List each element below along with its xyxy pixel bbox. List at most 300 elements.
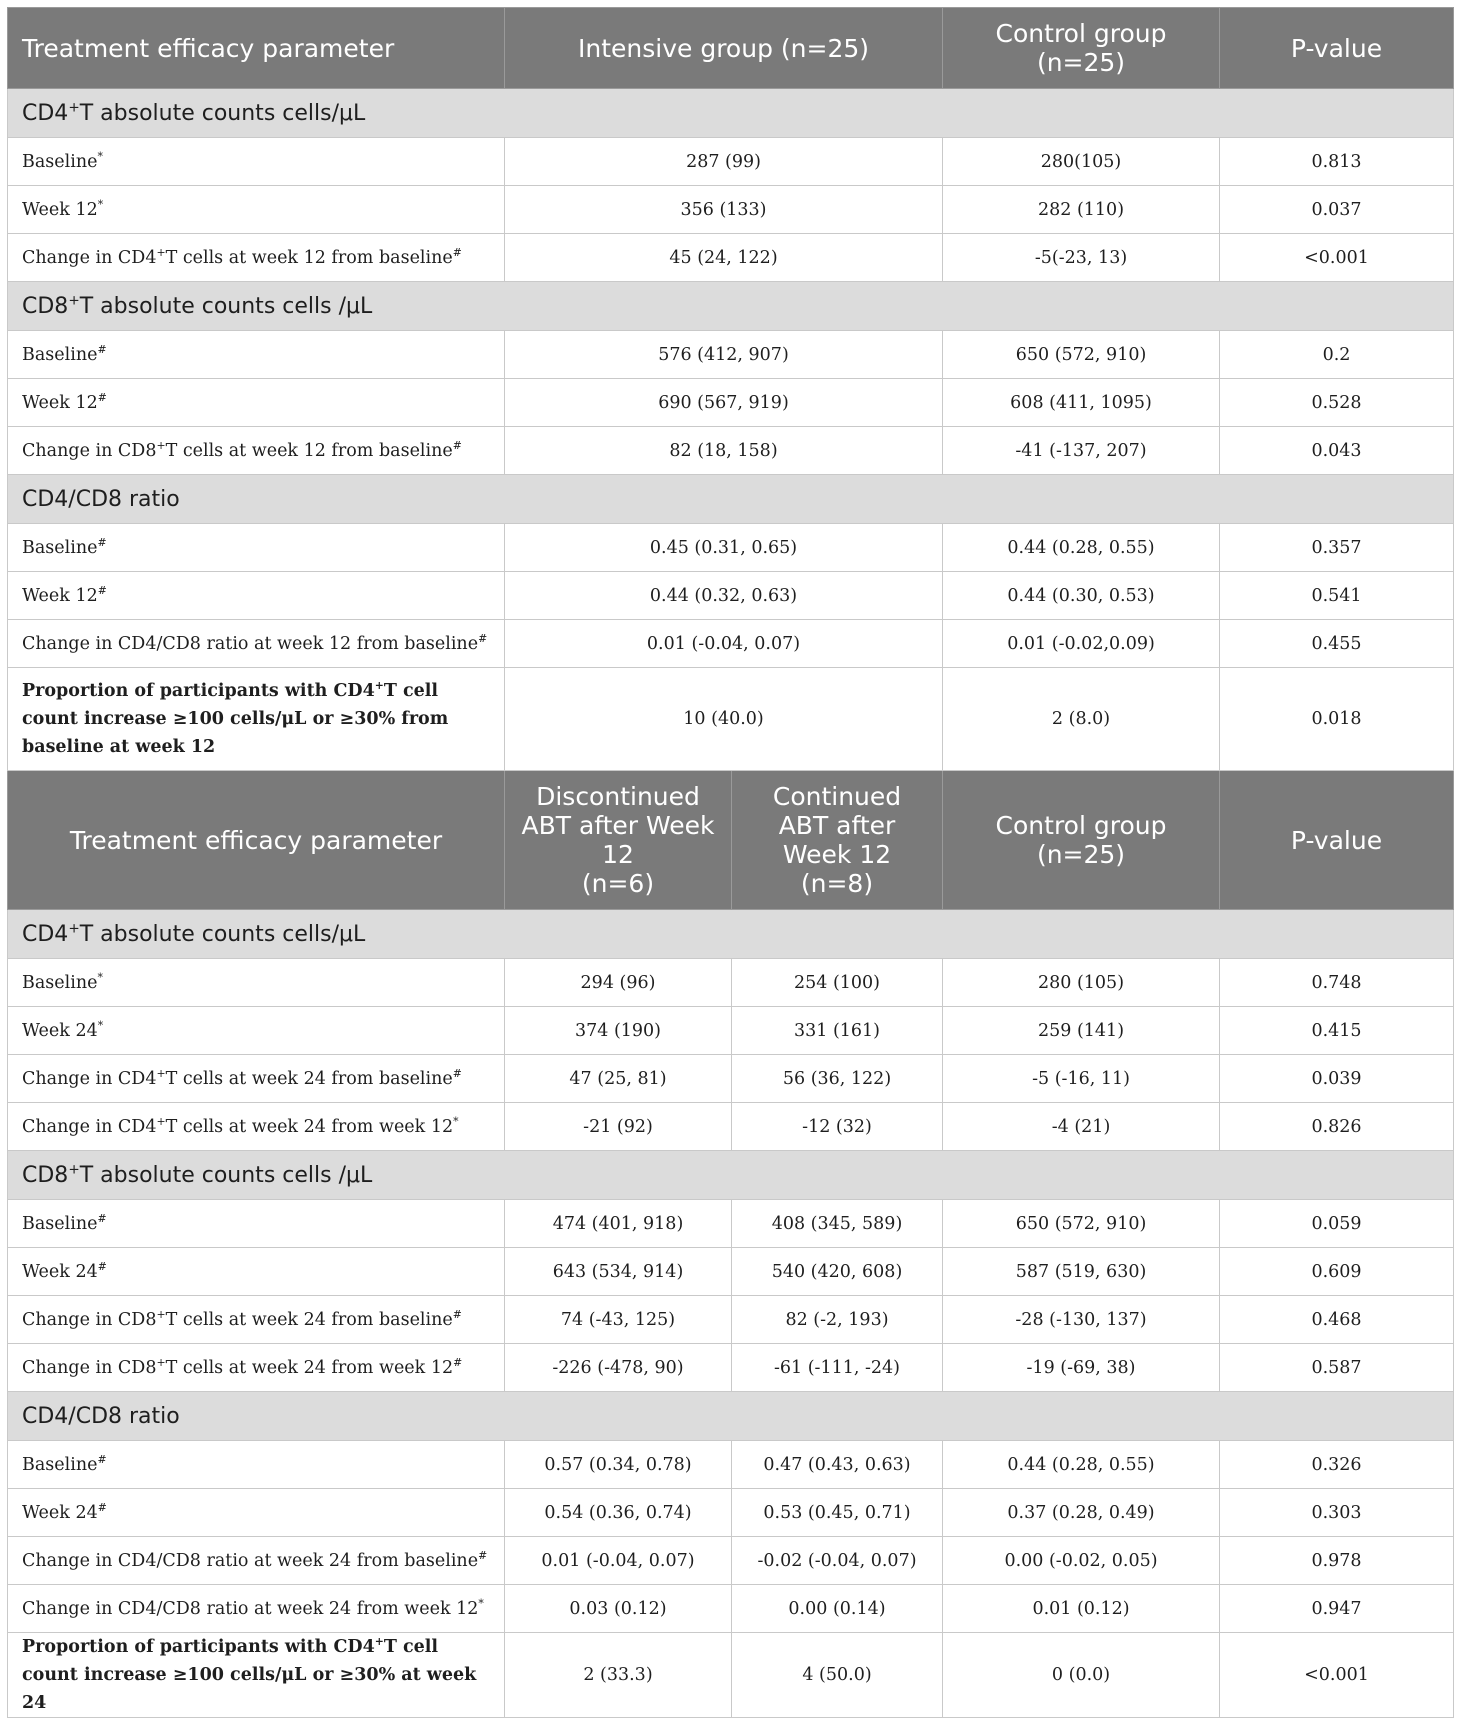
cell-discontinued xyxy=(505,1007,732,1055)
cell-control xyxy=(943,1441,1220,1489)
section-row xyxy=(8,89,1454,138)
cell-continued xyxy=(732,1344,943,1392)
header-text: P-value xyxy=(1290,33,1383,63)
cell-discontinued xyxy=(505,1585,732,1633)
row-label xyxy=(8,1248,505,1296)
superscript: # xyxy=(97,1211,107,1225)
row-label xyxy=(8,1296,505,1344)
row-label-text: Change in CD8 xyxy=(22,440,157,461)
cell-pvalue xyxy=(1220,1055,1454,1103)
cell-value: 0.37 (0.28, 0.49) xyxy=(1007,1502,1155,1523)
superscript: + xyxy=(156,1066,166,1080)
superscript: # xyxy=(97,535,107,549)
superscript: # xyxy=(97,583,107,597)
cell-value: 259 (141) xyxy=(1038,1020,1125,1041)
section-title-text: CD4 xyxy=(22,100,69,126)
cell-pvalue xyxy=(1220,668,1454,771)
cell-control xyxy=(943,959,1220,1007)
cell-pvalue xyxy=(1220,234,1454,282)
row-label xyxy=(8,1007,505,1055)
superscript: + xyxy=(374,679,384,693)
section-title-text: T absolute counts cells /μL xyxy=(79,293,373,319)
cell-value: 0.039 xyxy=(1311,1068,1362,1089)
cell-intensive xyxy=(505,331,943,379)
row-label-text: Week 12 xyxy=(22,199,98,220)
row-label xyxy=(8,379,505,427)
cell-value: 331 (161) xyxy=(793,1020,881,1041)
cell-continued xyxy=(732,1055,943,1103)
cell-value: 0.01 (-0.04, 0.07) xyxy=(646,633,801,654)
cell-value: 47 (25, 81) xyxy=(569,1068,667,1089)
table-row xyxy=(8,1344,1454,1392)
superscript: # xyxy=(453,1355,463,1369)
cell-control xyxy=(943,1103,1220,1151)
cell-value: 540 (420, 608) xyxy=(771,1261,903,1282)
cell-control xyxy=(943,572,1220,620)
cell-value: 0 (0.0) xyxy=(1051,1665,1111,1685)
cell-intensive xyxy=(505,572,943,620)
cell-discontinued xyxy=(505,1055,732,1103)
table-row xyxy=(8,572,1454,620)
cell-value: 0.947 xyxy=(1311,1598,1362,1619)
cell-control xyxy=(943,331,1220,379)
cell-control xyxy=(943,138,1220,186)
proportion-row xyxy=(8,668,1454,771)
cell-control xyxy=(943,1296,1220,1344)
proportion-label xyxy=(8,668,505,771)
superscript: # xyxy=(452,438,462,452)
cell-pvalue xyxy=(1220,620,1454,668)
superscript: # xyxy=(97,390,107,404)
header-cell-control xyxy=(943,771,1220,910)
cell-value: 0.541 xyxy=(1311,585,1362,606)
row-label xyxy=(8,1200,505,1248)
header-cell-intensive xyxy=(505,8,943,89)
row-label xyxy=(8,524,505,572)
header-text: Treatment efficacy parameter xyxy=(69,825,443,855)
superscript: + xyxy=(156,438,166,452)
cell-intensive xyxy=(505,620,943,668)
cell-value: 0.059 xyxy=(1311,1213,1362,1234)
cell-value: 0.748 xyxy=(1311,972,1362,993)
cell-control xyxy=(943,1007,1220,1055)
cell-value: 0.455 xyxy=(1311,633,1362,654)
cell-value: -4 (21) xyxy=(1051,1116,1111,1137)
cell-value: 0.528 xyxy=(1311,392,1362,413)
results-table-container xyxy=(7,7,1453,1718)
cell-value: 2 (8.0) xyxy=(1051,709,1111,729)
cell-discontinued xyxy=(505,1489,732,1537)
row-label-text: Change in CD4/CD8 ratio at week 24 from baseline xyxy=(22,1550,479,1571)
table-row xyxy=(8,1200,1454,1248)
cell-pvalue xyxy=(1220,1537,1454,1585)
cell-value: 254 (100) xyxy=(793,972,881,993)
header-cell-control xyxy=(943,8,1220,89)
row-label xyxy=(8,959,505,1007)
cell-continued xyxy=(732,1585,943,1633)
superscript: * xyxy=(97,149,103,163)
cell-pvalue xyxy=(1220,572,1454,620)
cell-continued xyxy=(732,1007,943,1055)
cell-continued xyxy=(732,1103,943,1151)
cell-control xyxy=(943,1200,1220,1248)
cell-value: 0.03 (0.12) xyxy=(569,1598,667,1619)
superscript: # xyxy=(97,1452,107,1466)
header-cell-parameter xyxy=(8,771,505,910)
cell-control xyxy=(943,1055,1220,1103)
section-title xyxy=(8,1392,1454,1441)
cell-value: 650 (572, 910) xyxy=(1015,344,1147,365)
row-label-text: Week 24 xyxy=(22,1261,98,1282)
cell-value: 0.2 xyxy=(1322,344,1351,365)
table-row xyxy=(8,620,1454,668)
results-table xyxy=(7,7,1454,1718)
cell-pvalue xyxy=(1220,379,1454,427)
cell-pvalue xyxy=(1220,1103,1454,1151)
row-label-text: Baseline xyxy=(22,151,98,172)
row-label xyxy=(8,1103,505,1151)
cell-value: <0.001 xyxy=(1304,1665,1369,1685)
header-text: Treatment efficacy parameter xyxy=(22,33,395,63)
cell-value: 408 (345, 589) xyxy=(771,1213,903,1234)
row-label-text: Week 24 xyxy=(22,1502,98,1523)
row-label xyxy=(8,331,505,379)
header-text: Continued ABT after Week 12 (n=8) xyxy=(772,782,902,898)
cell-intensive xyxy=(505,186,943,234)
row-label xyxy=(8,234,505,282)
cell-pvalue xyxy=(1220,1007,1454,1055)
cell-value: 0.44 (0.28, 0.55) xyxy=(1007,537,1155,558)
cell-pvalue xyxy=(1220,1441,1454,1489)
cell-value: 0.037 xyxy=(1311,199,1362,220)
superscript: + xyxy=(68,1161,80,1178)
row-label xyxy=(8,1441,505,1489)
table-row xyxy=(8,234,1454,282)
cell-value: 0.813 xyxy=(1311,151,1362,172)
cell-value: 0.57 (0.34, 0.78) xyxy=(544,1454,692,1475)
cell-pvalue xyxy=(1220,331,1454,379)
superscript: # xyxy=(97,1500,107,1514)
superscript: * xyxy=(478,1596,484,1610)
superscript: * xyxy=(97,197,104,211)
cell-value: 0.47 (0.43, 0.63) xyxy=(763,1454,911,1475)
cell-pvalue xyxy=(1220,1296,1454,1344)
cell-control xyxy=(943,1344,1220,1392)
row-label xyxy=(8,1537,505,1585)
superscript: # xyxy=(478,631,488,645)
row-label-text: T cells at week 24 from baseline xyxy=(165,1309,453,1330)
superscript: * xyxy=(453,1114,459,1128)
cell-value: 0.54 (0.36, 0.74) xyxy=(544,1502,692,1523)
section-title-text: CD8 xyxy=(22,293,69,319)
cell-intensive xyxy=(505,427,943,475)
row-label-text: Change in CD4 xyxy=(22,247,157,268)
cell-value: <0.001 xyxy=(1304,247,1369,268)
section-title-text: T absolute counts cells /μL xyxy=(79,1162,373,1188)
table-row xyxy=(8,1441,1454,1489)
table-row xyxy=(8,1489,1454,1537)
cell-value: -28 (-130, 137) xyxy=(1015,1309,1147,1330)
row-label-text: T cells at week 12 from baseline xyxy=(165,247,453,268)
table-row xyxy=(8,1585,1454,1633)
cell-pvalue xyxy=(1220,427,1454,475)
header-cell-parameter xyxy=(8,8,505,89)
cell-discontinued xyxy=(505,1248,732,1296)
section-title-text: CD4 xyxy=(22,921,69,947)
cell-intensive xyxy=(505,668,943,771)
cell-value: -12 (32) xyxy=(802,1116,872,1137)
cell-value: -0.02 (-0.04, 0.07) xyxy=(757,1550,917,1571)
cell-value: 587 (519, 630) xyxy=(1015,1261,1147,1282)
table-row xyxy=(8,524,1454,572)
row-label-text: Baseline xyxy=(22,537,98,558)
cell-discontinued xyxy=(505,1344,732,1392)
cell-pvalue xyxy=(1220,1248,1454,1296)
cell-value: 0.018 xyxy=(1311,709,1362,729)
header-cell-pvalue xyxy=(1220,8,1454,89)
row-label xyxy=(8,138,505,186)
superscript: # xyxy=(452,1307,462,1321)
cell-value: 576 (412, 907) xyxy=(658,344,789,365)
cell-control xyxy=(943,1248,1220,1296)
cell-control xyxy=(943,379,1220,427)
cell-discontinued xyxy=(505,1441,732,1489)
cell-value: 0.826 xyxy=(1311,1116,1362,1137)
cell-continued xyxy=(732,1296,943,1344)
cell-value: 474 (401, 918) xyxy=(552,1213,684,1234)
cell-continued xyxy=(732,1489,943,1537)
cell-intensive xyxy=(505,524,943,572)
row-label-text: Week 12 xyxy=(22,585,98,606)
cell-pvalue xyxy=(1220,1585,1454,1633)
cell-value: 0.415 xyxy=(1311,1020,1362,1041)
section-title xyxy=(8,1151,1454,1200)
row-label-text: Change in CD4/CD8 ratio at week 24 from week 12 xyxy=(22,1598,479,1619)
superscript: + xyxy=(68,920,80,937)
row-label xyxy=(8,572,505,620)
cell-value: 0.978 xyxy=(1311,1550,1362,1571)
row-label-text: Baseline xyxy=(22,1454,98,1475)
cell-value: 2 (33.3) xyxy=(583,1665,653,1685)
superscript: # xyxy=(452,1066,462,1080)
cell-control xyxy=(943,1489,1220,1537)
row-label xyxy=(8,1585,505,1633)
row-label-text: Week 12 xyxy=(22,392,98,413)
superscript: + xyxy=(156,1307,166,1321)
header-text: Control group (n=25) xyxy=(995,811,1167,869)
header-row xyxy=(8,771,1454,910)
cell-value: 0.44 (0.32, 0.63) xyxy=(649,585,798,606)
superscript: + xyxy=(374,1635,384,1649)
cell-value: -5 (-16, 11) xyxy=(1032,1068,1130,1089)
cell-value: 82 (18, 158) xyxy=(669,440,778,461)
cell-discontinued xyxy=(505,1633,732,1718)
cell-value: 45 (24, 122) xyxy=(669,247,778,268)
table-row xyxy=(8,379,1454,427)
proportion-text: T cell count increase ≥100 cells/μL or ≥30% at week 24 xyxy=(22,1637,477,1713)
header-text: Control group (n=25) xyxy=(995,19,1167,77)
cell-intensive xyxy=(505,138,943,186)
superscript: + xyxy=(156,1114,166,1128)
section-title xyxy=(8,910,1454,959)
cell-value: 0.01 (0.12) xyxy=(1032,1598,1130,1619)
cell-value: 0.043 xyxy=(1311,440,1362,461)
cell-intensive xyxy=(505,379,943,427)
table-row xyxy=(8,1537,1454,1585)
cell-pvalue xyxy=(1220,186,1454,234)
cell-value: 0.00 (-0.02, 0.05) xyxy=(1004,1550,1158,1571)
cell-continued xyxy=(732,1633,943,1718)
table-row xyxy=(8,1296,1454,1344)
cell-value: 0.44 (0.28, 0.55) xyxy=(1007,1454,1155,1475)
cell-value: 608 (411, 1095) xyxy=(1010,392,1152,413)
header-cell-continued xyxy=(732,771,943,910)
cell-continued xyxy=(732,1248,943,1296)
header-text: P-value xyxy=(1290,825,1383,855)
row-label-text: Week 24 xyxy=(22,1020,98,1041)
superscript: # xyxy=(452,245,462,259)
proportion-label xyxy=(8,1633,505,1718)
section-row xyxy=(8,910,1454,959)
cell-control xyxy=(943,1585,1220,1633)
superscript: + xyxy=(156,245,166,259)
cell-pvalue xyxy=(1220,1200,1454,1248)
cell-value: 0.00 (0.14) xyxy=(788,1598,886,1619)
cell-control xyxy=(943,620,1220,668)
section-title xyxy=(8,475,1454,524)
cell-value: -19 (-69, 38) xyxy=(1026,1357,1136,1378)
row-label-text: Change in CD8 xyxy=(22,1309,157,1330)
table-row xyxy=(8,1103,1454,1151)
cell-control xyxy=(943,524,1220,572)
cell-value: 643 (534, 914) xyxy=(552,1261,684,1282)
cell-value: 374 (190) xyxy=(574,1020,662,1041)
section-title-text: CD4/CD8 ratio xyxy=(22,1403,180,1429)
superscript: * xyxy=(97,970,103,984)
superscript: # xyxy=(478,1548,488,1562)
section-title-text: T absolute counts cells/μL xyxy=(79,100,366,126)
row-label-text: Baseline xyxy=(22,972,98,993)
header-cell-pvalue xyxy=(1220,771,1454,910)
row-label xyxy=(8,1344,505,1392)
cell-discontinued xyxy=(505,959,732,1007)
row-label-text: Change in CD4 xyxy=(22,1068,157,1089)
row-label xyxy=(8,427,505,475)
cell-value: 280 (105) xyxy=(1038,972,1125,993)
row-label-text: Baseline xyxy=(22,344,98,365)
proportion-text: Proportion of participants with CD4 xyxy=(22,681,375,701)
row-label-text: Change in CD8 xyxy=(22,1357,157,1378)
superscript: + xyxy=(68,99,80,116)
row-label xyxy=(8,1055,505,1103)
cell-value: 0.587 xyxy=(1311,1357,1362,1378)
cell-value: 74 (-43, 125) xyxy=(560,1309,676,1330)
superscript: # xyxy=(97,342,107,356)
header-row xyxy=(8,8,1454,89)
section-row xyxy=(8,1392,1454,1441)
superscript: # xyxy=(97,1259,107,1273)
section-row xyxy=(8,1151,1454,1200)
row-label xyxy=(8,620,505,668)
cell-value: 56 (36, 122) xyxy=(782,1068,892,1089)
row-label-text: Change in CD4/CD8 ratio at week 12 from baseline xyxy=(22,633,479,654)
cell-discontinued xyxy=(505,1296,732,1344)
cell-value: 0.326 xyxy=(1311,1454,1362,1475)
cell-discontinued xyxy=(505,1103,732,1151)
cell-value: 690 (567, 919) xyxy=(658,392,789,413)
row-label-text: T cells at week 24 from week 12 xyxy=(165,1357,454,1378)
table-row xyxy=(8,186,1454,234)
cell-value: -21 (92) xyxy=(583,1116,653,1137)
table-row xyxy=(8,427,1454,475)
section-row xyxy=(8,282,1454,331)
table-row xyxy=(8,1055,1454,1103)
cell-control xyxy=(943,1537,1220,1585)
cell-value: 282 (110) xyxy=(1038,199,1125,220)
cell-value: 10 (40.0) xyxy=(683,709,764,729)
cell-value: 650 (572, 910) xyxy=(1015,1213,1147,1234)
cell-value: -61 (-111, -24) xyxy=(773,1357,901,1378)
cell-pvalue xyxy=(1220,1633,1454,1718)
cell-value: 294 (96) xyxy=(580,972,656,993)
cell-value: -226 (-478, 90) xyxy=(552,1357,684,1378)
cell-continued xyxy=(732,1537,943,1585)
cell-pvalue xyxy=(1220,1489,1454,1537)
section-title-text: CD8 xyxy=(22,1162,69,1188)
row-label xyxy=(8,186,505,234)
cell-value: -5(-23, 13) xyxy=(1034,247,1128,268)
proportion-text: Proportion of participants with CD4 xyxy=(22,1637,375,1657)
cell-pvalue xyxy=(1220,1344,1454,1392)
cell-pvalue xyxy=(1220,138,1454,186)
cell-value: 0.53 (0.45, 0.71) xyxy=(763,1502,911,1523)
row-label-text: T cells at week 12 from baseline xyxy=(165,440,453,461)
superscript: * xyxy=(97,1018,104,1032)
cell-pvalue xyxy=(1220,959,1454,1007)
cell-value: 280(105) xyxy=(1040,151,1122,172)
cell-discontinued xyxy=(505,1537,732,1585)
cell-value: -41 (-137, 207) xyxy=(1015,440,1147,461)
cell-continued xyxy=(732,959,943,1007)
section-title-text: T absolute counts cells/μL xyxy=(79,921,366,947)
superscript: + xyxy=(156,1355,166,1369)
cell-value: 0.01 (-0.04, 0.07) xyxy=(541,1550,695,1571)
cell-control xyxy=(943,186,1220,234)
cell-continued xyxy=(732,1441,943,1489)
header-cell-discontinued xyxy=(505,771,732,910)
header-text: Discontinued ABT after Week 12 (n=6) xyxy=(521,782,715,898)
row-label-text: T cells at week 24 from baseline xyxy=(165,1068,453,1089)
cell-control xyxy=(943,1633,1220,1718)
cell-value: 0.44 (0.30, 0.53) xyxy=(1007,585,1155,606)
cell-intensive xyxy=(505,234,943,282)
cell-discontinued xyxy=(505,1200,732,1248)
cell-value: 0.45 (0.31, 0.65) xyxy=(649,537,798,558)
row-label-text: Baseline xyxy=(22,1213,98,1234)
cell-value: 0.01 (-0.02,0.09) xyxy=(1007,633,1155,654)
cell-value: 356 (133) xyxy=(680,199,767,220)
row-label-text: T cells at week 24 from week 12 xyxy=(165,1116,454,1137)
superscript: + xyxy=(68,292,80,309)
cell-control xyxy=(943,427,1220,475)
cell-value: 0.468 xyxy=(1311,1309,1362,1330)
table-row xyxy=(8,959,1454,1007)
proportion-text: T cell count increase ≥100 cells/μL or ≥30% from baseline at week 12 xyxy=(22,681,449,757)
cell-value: 0.609 xyxy=(1311,1261,1362,1282)
table-row xyxy=(8,1007,1454,1055)
table-row xyxy=(8,1248,1454,1296)
cell-value: 287 (99) xyxy=(686,151,761,172)
